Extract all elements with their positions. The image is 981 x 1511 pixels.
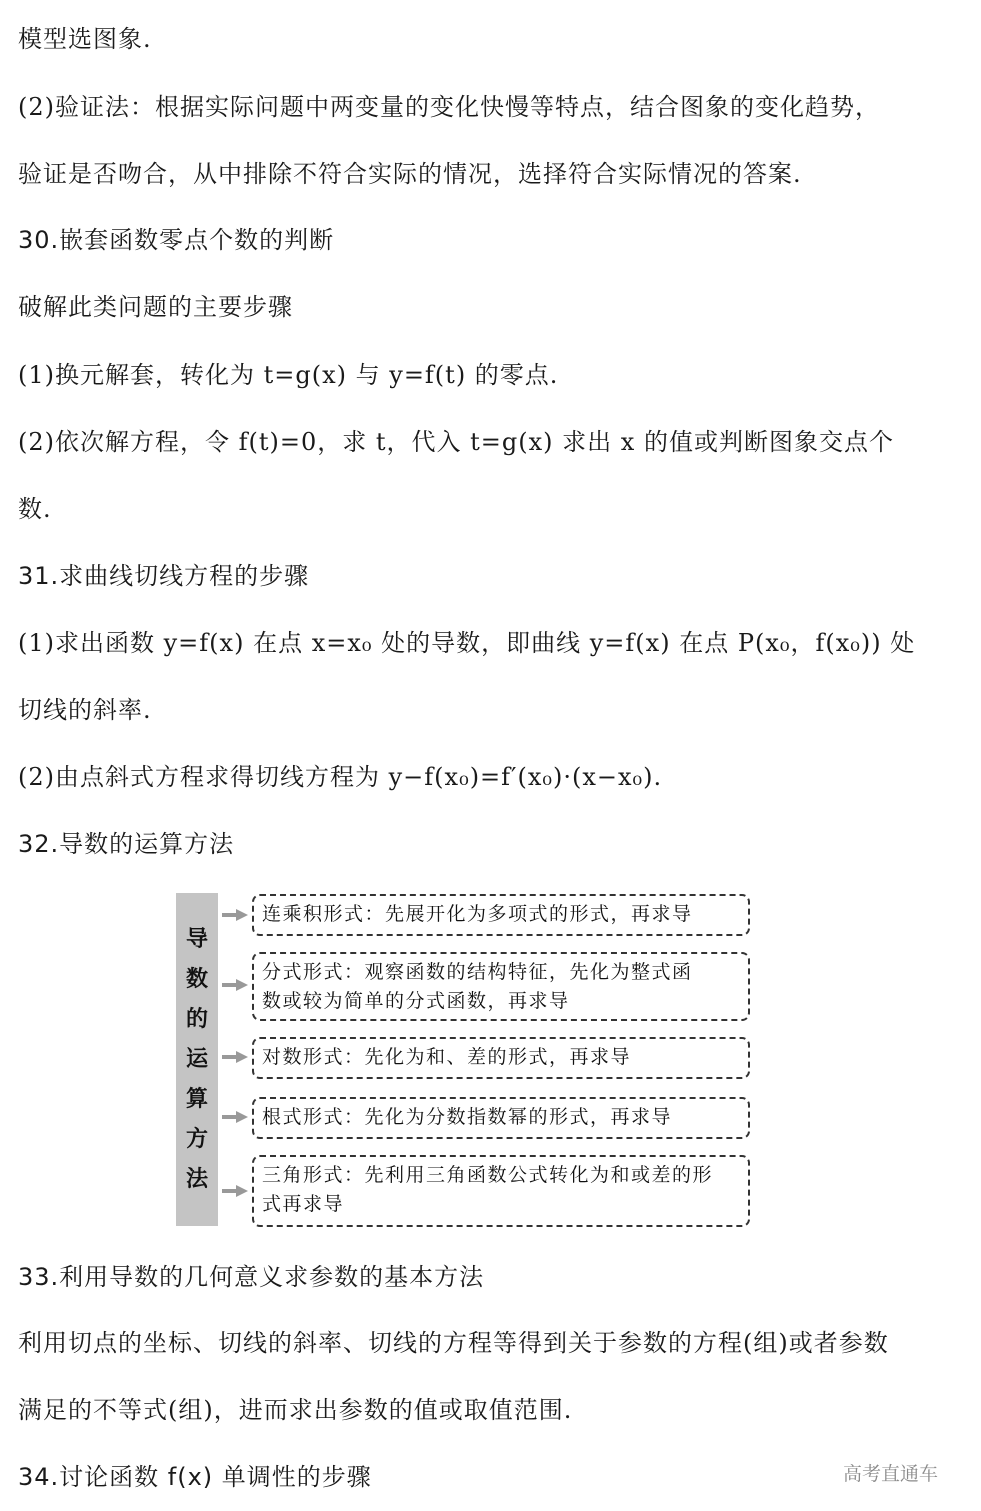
paragraph-text: 验证是否吻合，从中排除不符合实际的情况，选择符合实际情况的答案. <box>18 160 802 188</box>
method-text: 式再求导 <box>262 1193 345 1215</box>
method-text: 数或较为简单的分式函数，再求导 <box>262 990 570 1012</box>
diagram-side-label <box>176 893 218 1226</box>
arrow-right-icon <box>222 979 248 991</box>
arrow-right-icon <box>222 1111 248 1123</box>
side-char: 导 <box>185 926 208 952</box>
paragraph-text: 模型选图象. <box>18 25 152 53</box>
section-heading-33: 33.利用导数的几何意义求参数的基本方法 <box>18 1263 485 1291</box>
paragraph-text: 满足的不等式(组)，进而求出参数的值或取值范围. <box>18 1396 573 1424</box>
side-char: 数 <box>185 966 208 992</box>
paragraph-text: (1)求出函数 y=f(x) 在点 x=x₀ 处的导数，即曲线 y=f(x) 在点 P(x₀，f(x₀)) 处 <box>18 629 916 657</box>
side-char: 的 <box>185 1006 208 1032</box>
arrow-right-icon <box>222 909 248 921</box>
derivative-methods-diagram <box>176 893 756 1227</box>
section-heading-32: 32.导数的运算方法 <box>18 830 235 858</box>
paragraph-text: 利用切点的坐标、切线的斜率、切线的方程等得到关于参数的方程(组)或者参数 <box>18 1329 889 1357</box>
method-text: 根式形式：先化为分数指数幂的形式，再求导 <box>262 1106 673 1128</box>
method-text: 分式形式：观察函数的结构特征，先化为整式函 <box>262 961 693 983</box>
method-text: 对数形式：先化为和、差的形式，再求导 <box>262 1046 632 1068</box>
side-char: 算 <box>185 1086 208 1112</box>
method-box-trigonometric <box>252 1155 750 1227</box>
section-heading-30: 30.嵌套函数零点个数的判断 <box>18 226 335 254</box>
section-heading-34: 34.讨论函数 f(x) 单调性的步骤 <box>18 1463 372 1491</box>
side-char: 运 <box>185 1046 208 1072</box>
side-char: 法 <box>185 1166 208 1192</box>
method-box-logarithm <box>252 1037 750 1079</box>
section-heading-31: 31.求曲线切线方程的步骤 <box>18 562 310 590</box>
paragraph-text: (2)验证法：根据实际问题中两变量的变化快慢等特点，结合图象的变化趋势， <box>18 93 880 121</box>
arrow-right-icon <box>222 1185 248 1197</box>
method-box-product <box>252 894 750 936</box>
paragraph-text: 数. <box>18 495 52 523</box>
paragraph-text: (2)由点斜式方程求得切线方程为 y−f(x₀)=f′(x₀)·(x−x₀). <box>18 763 663 791</box>
method-text: 连乘积形式：先展开化为多项式的形式，再求导 <box>262 903 693 925</box>
paragraph-text: (1)换元解套，转化为 t=g(x) 与 y=f(t) 的零点. <box>18 361 559 389</box>
method-box-fraction <box>252 952 750 1021</box>
arrow-right-icon <box>222 1051 248 1063</box>
paragraph-text: 破解此类问题的主要步骤 <box>18 293 293 321</box>
method-text: 三角形式：先利用三角函数公式转化为和或差的形 <box>262 1164 714 1186</box>
side-char: 方 <box>185 1126 208 1152</box>
method-box-radical <box>252 1097 750 1139</box>
paragraph-text: 切线的斜率. <box>18 696 152 724</box>
watermark: 高考直通车 <box>843 1463 939 1485</box>
paragraph-text: (2)依次解方程，令 f(t)=0，求 t，代入 t=g(x) 求出 x 的值或判断图象交点个 <box>18 428 894 456</box>
